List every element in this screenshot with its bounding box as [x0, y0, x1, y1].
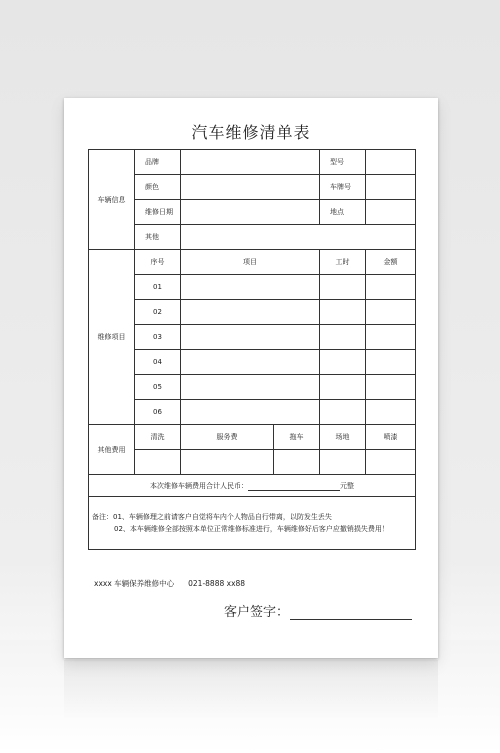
footer-contact	[94, 578, 259, 589]
item-cell[interactable]	[181, 400, 320, 425]
vehicle-row-date	[89, 200, 416, 225]
row-index: 02	[135, 300, 181, 325]
item-cell[interactable]	[181, 275, 320, 300]
item-cell[interactable]	[181, 350, 320, 375]
amount-cell[interactable]	[366, 325, 416, 350]
model-label: 型号	[320, 150, 366, 175]
item-cell[interactable]	[181, 300, 320, 325]
hours-cell[interactable]	[320, 325, 366, 350]
table-row	[89, 400, 416, 425]
color-field[interactable]	[181, 175, 320, 200]
total-suffix: 元整	[340, 481, 354, 490]
table-row	[89, 300, 416, 325]
notes-row	[89, 497, 416, 550]
fee-towing-field[interactable]	[274, 450, 320, 475]
amount-cell[interactable]	[366, 375, 416, 400]
fee-header-venue: 场地	[320, 425, 366, 450]
total-amount-field[interactable]	[248, 484, 340, 491]
fee-header-cleaning: 清洗	[135, 425, 181, 450]
repair-items-label: 维修项目	[89, 250, 135, 425]
repair-form-table	[88, 149, 416, 550]
fee-cleaning-field[interactable]	[135, 450, 181, 475]
other-fees-label: 其他费用	[89, 425, 135, 475]
fee-header-painting: 喷漆	[366, 425, 416, 450]
company-name: xxxx 车辆保养维修中心	[94, 579, 175, 588]
brand-field[interactable]	[181, 150, 320, 175]
brand-label: 品牌	[135, 150, 181, 175]
location-label: 地点	[320, 200, 366, 225]
header-labor-hours: 工时	[320, 250, 366, 275]
total-row	[89, 475, 416, 497]
signature-field[interactable]	[290, 619, 412, 620]
company-phone: 021-8888 xx88	[188, 579, 246, 588]
row-index: 05	[135, 375, 181, 400]
note-line-2: 02、本车辆维修全部按照本单位正常维修标准进行，车辆维修好后客户应撤销损失费用！	[114, 525, 389, 533]
repair-items-header	[89, 250, 416, 275]
row-index: 03	[135, 325, 181, 350]
plate-field[interactable]	[366, 175, 416, 200]
vehicle-row-other	[89, 225, 416, 250]
amount-cell[interactable]	[366, 300, 416, 325]
vehicle-info-label: 车辆信息	[89, 150, 135, 250]
header-index: 序号	[135, 250, 181, 275]
hours-cell[interactable]	[320, 350, 366, 375]
row-index: 01	[135, 275, 181, 300]
amount-cell[interactable]	[366, 400, 416, 425]
notes-cell	[89, 497, 416, 550]
item-cell[interactable]	[181, 375, 320, 400]
other-label: 其他	[135, 225, 181, 250]
hours-cell[interactable]	[320, 300, 366, 325]
table-row	[89, 275, 416, 300]
row-index: 06	[135, 400, 181, 425]
header-item: 项目	[181, 250, 320, 275]
fee-header-service: 服务费	[181, 425, 274, 450]
note-line-1: 备注：01、车辆修理之前请客户自觉将车内个人物品自行带离，以防发生丢失	[92, 513, 332, 521]
hours-cell[interactable]	[320, 275, 366, 300]
fee-painting-field[interactable]	[366, 450, 416, 475]
fee-header-towing: 拖车	[274, 425, 320, 450]
form-title: 汽车维修清单表	[191, 123, 311, 142]
item-cell[interactable]	[181, 325, 320, 350]
repair-date-label: 维修日期	[135, 200, 181, 225]
header-amount: 金额	[366, 250, 416, 275]
repair-date-field[interactable]	[181, 200, 320, 225]
plate-label: 车牌号	[320, 175, 366, 200]
amount-cell[interactable]	[366, 350, 416, 375]
amount-cell[interactable]	[366, 275, 416, 300]
table-row	[89, 375, 416, 400]
table-row	[89, 350, 416, 375]
hours-cell[interactable]	[320, 375, 366, 400]
row-index: 04	[135, 350, 181, 375]
hours-cell[interactable]	[320, 400, 366, 425]
other-fees-header	[89, 425, 416, 450]
form-sheet	[64, 98, 438, 658]
signature-label: 客户签字：	[224, 605, 290, 620]
total-prefix: 本次维修车辆费用合计人民币：	[150, 481, 248, 490]
vehicle-row-brand	[89, 150, 416, 175]
sheet-reflection	[64, 660, 438, 720]
other-fees-values	[89, 450, 416, 475]
vehicle-row-color	[89, 175, 416, 200]
other-field[interactable]	[181, 225, 416, 250]
model-field[interactable]	[366, 150, 416, 175]
fee-venue-field[interactable]	[320, 450, 366, 475]
total-cell	[89, 475, 416, 497]
fee-service-field[interactable]	[181, 450, 274, 475]
table-row	[89, 325, 416, 350]
color-label: 颜色	[135, 175, 181, 200]
location-field[interactable]	[366, 200, 416, 225]
